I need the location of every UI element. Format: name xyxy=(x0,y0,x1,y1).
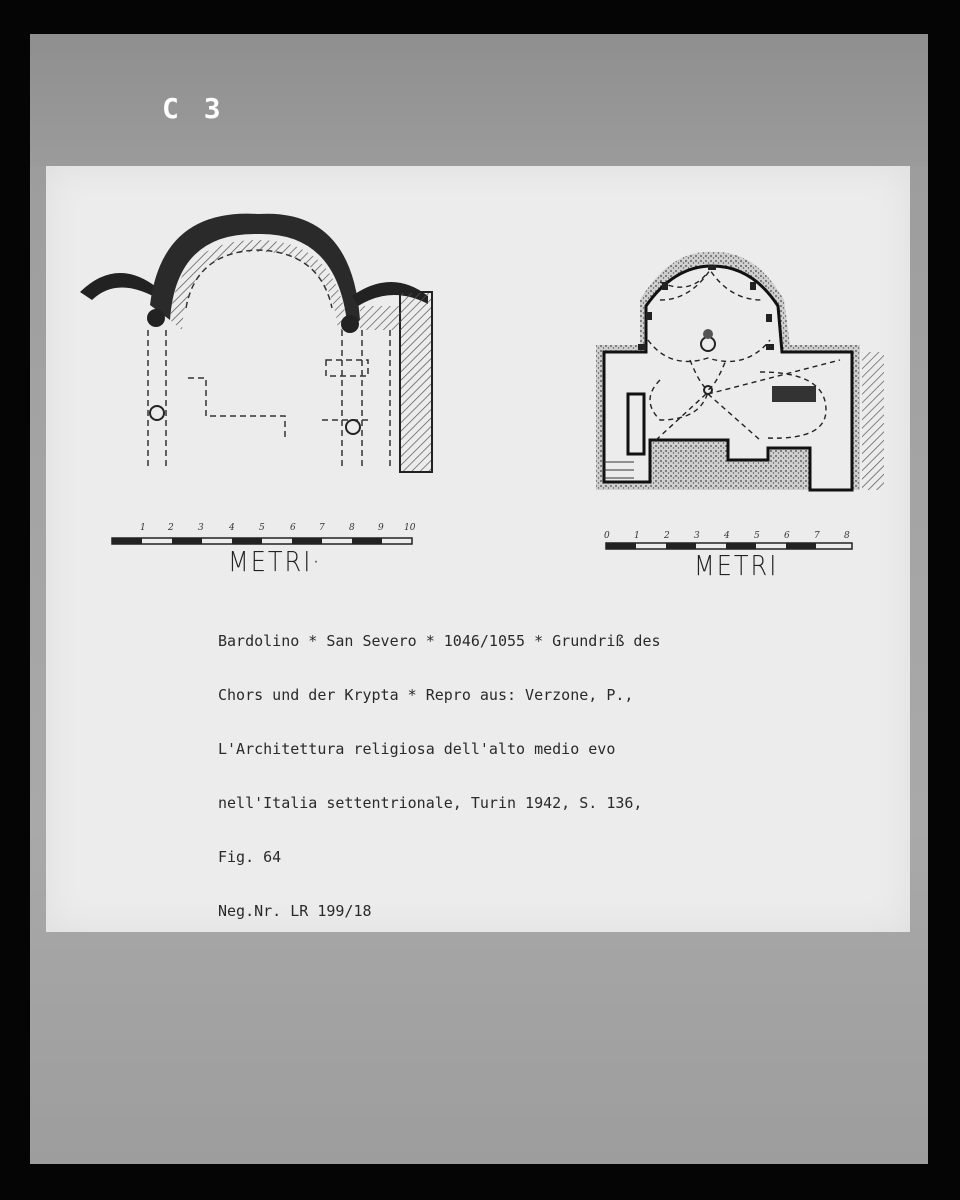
left-tick: 8 xyxy=(349,523,355,533)
left-tick: 3 xyxy=(198,523,204,533)
mount-label: C 3 xyxy=(162,92,225,125)
right-tick: 4 xyxy=(724,531,730,541)
right-tick: 2 xyxy=(664,531,670,541)
caption-block xyxy=(218,596,838,938)
left-tick: 2 xyxy=(168,523,174,533)
right-tick: 6 xyxy=(784,531,790,541)
left-scale-bar xyxy=(112,538,412,544)
right-scale-label: METRI xyxy=(694,549,779,583)
right-tick: 0 xyxy=(604,531,610,541)
right-tick: 7 xyxy=(814,531,820,541)
right-tick: 3 xyxy=(694,531,700,541)
left-tick: 5 xyxy=(259,523,265,533)
right-tick: 8 xyxy=(844,531,850,541)
left-tick: 7 xyxy=(319,523,325,533)
caption-line: nell'Italia settentrionale, Turin 1942, S. 136, xyxy=(218,794,643,812)
left-tick: 10 xyxy=(404,523,416,533)
left-tick: 6 xyxy=(290,523,296,533)
right-tick: 1 xyxy=(634,531,640,541)
caption-line: Neg.Nr. LR 199/18 xyxy=(218,902,372,920)
right-tick: 5 xyxy=(754,531,760,541)
left-tick: 9 xyxy=(378,523,384,533)
left-tick: 4 xyxy=(229,523,235,533)
caption-line: Bardolino * San Severo * 1046/1055 * Grundriß des xyxy=(218,632,661,650)
caption-line: L'Architettura religiosa dell'alto medio evo xyxy=(218,740,616,758)
right-scale-bar xyxy=(606,543,852,549)
caption-line: Chors und der Krypta * Repro aus: Verzone, P., xyxy=(218,686,634,704)
crypt-plan xyxy=(596,252,884,490)
choir-plan xyxy=(80,214,432,472)
left-scale-label: METRI· xyxy=(228,545,322,579)
caption-line: Fig. 64 xyxy=(218,848,282,866)
left-tick: 1 xyxy=(140,523,146,533)
